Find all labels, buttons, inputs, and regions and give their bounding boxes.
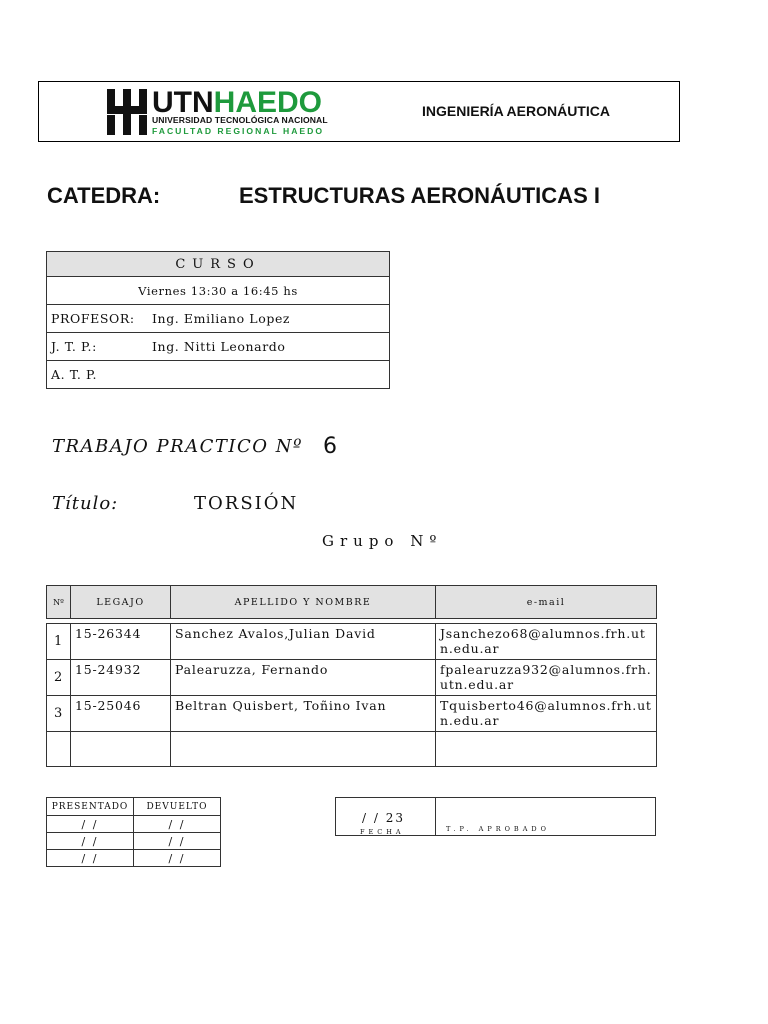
curso-schedule: Viernes 13:30 a 16:45 hs	[47, 277, 390, 305]
trabajo-practico-label: TRABAJO PRACTICO Nº	[52, 436, 303, 457]
jtp-row	[47, 333, 390, 361]
presentado-date: / /	[47, 850, 134, 867]
row-number: 3	[47, 696, 71, 732]
presentado-date: / /	[47, 833, 134, 850]
header-nombre: APELLIDO Y NOMBRE	[171, 586, 436, 619]
fecha-label: FECHA	[360, 828, 405, 836]
header-n: Nº	[47, 586, 71, 619]
row-number: 2	[47, 660, 71, 696]
profesor-value: Ing. Emiliano Lopez	[152, 311, 291, 326]
row-legajo: 15-26344	[71, 624, 171, 660]
atp-row	[47, 361, 390, 389]
grupo-label: Grupo Nº	[322, 532, 443, 550]
presentado-header: PRESENTADO	[47, 798, 134, 816]
titulo-value: TORSIÓN	[194, 493, 299, 514]
row-email: Tquisberto46@alumnos.frh.utn.edu.ar	[436, 696, 657, 732]
fecha-value: / / 23	[362, 811, 405, 825]
catedra-value: ESTRUCTURAS AERONÁUTICAS I	[239, 183, 600, 208]
row-legajo: 15-25046	[71, 696, 171, 732]
jtp-value: Ing. Nitti Leonardo	[152, 339, 286, 354]
row-nombre: Palearuzza, Fernando	[171, 660, 436, 696]
logo-faculty-name: FACULTAD REGIONAL HAEDO	[152, 126, 325, 136]
table-row-empty	[47, 732, 657, 767]
header-email: e-mail	[436, 586, 657, 619]
profesor-label: PROFESOR:	[51, 311, 135, 326]
jtp-label: J. T. P.:	[51, 339, 97, 354]
utn-emblem-icon	[106, 89, 148, 135]
row-email: Jsanchezo68@alumnos.frh.utn.edu.ar	[436, 624, 657, 660]
members-table	[46, 585, 657, 767]
atp-label: A. T. P.	[51, 367, 98, 382]
titulo-label: Título:	[52, 493, 119, 514]
logo-wordmark: UTNHAEDO	[152, 86, 322, 119]
row-legajo: 15-24932	[71, 660, 171, 696]
table-row	[47, 696, 657, 732]
presentado-date: / /	[47, 816, 134, 833]
curso-table	[46, 251, 390, 389]
devuelto-date: / /	[134, 833, 221, 850]
devuelto-header: DEVUELTO	[134, 798, 221, 816]
profesor-row	[47, 305, 390, 333]
devuelto-date: / /	[134, 850, 221, 867]
row-number: 1	[47, 624, 71, 660]
row-nombre: Beltran Quisbert, Toñino Ivan	[171, 696, 436, 732]
trabajo-practico-number: 6	[323, 434, 337, 459]
catedra-label: CATEDRA:	[47, 183, 161, 208]
department-title: INGENIERÍA AERONÁUTICA	[422, 103, 610, 119]
devuelto-date: / /	[134, 816, 221, 833]
aprobado-label: T.P. APROBADO	[446, 825, 550, 833]
aprobacion-divider	[435, 797, 436, 836]
logo-university-name: UNIVERSIDAD TECNOLÓGICA NACIONAL	[152, 115, 328, 125]
row-email: fpalearuzza932@alumnos.frh.utn.edu.ar	[436, 660, 657, 696]
table-row	[47, 624, 657, 660]
table-row	[47, 660, 657, 696]
curso-title: CURSO	[47, 252, 390, 277]
row-nombre: Sanchez Avalos,Julian David	[171, 624, 436, 660]
utn-haedo-logo	[106, 86, 356, 137]
entregas-table	[46, 797, 221, 867]
header-legajo: LEGAJO	[71, 586, 171, 619]
